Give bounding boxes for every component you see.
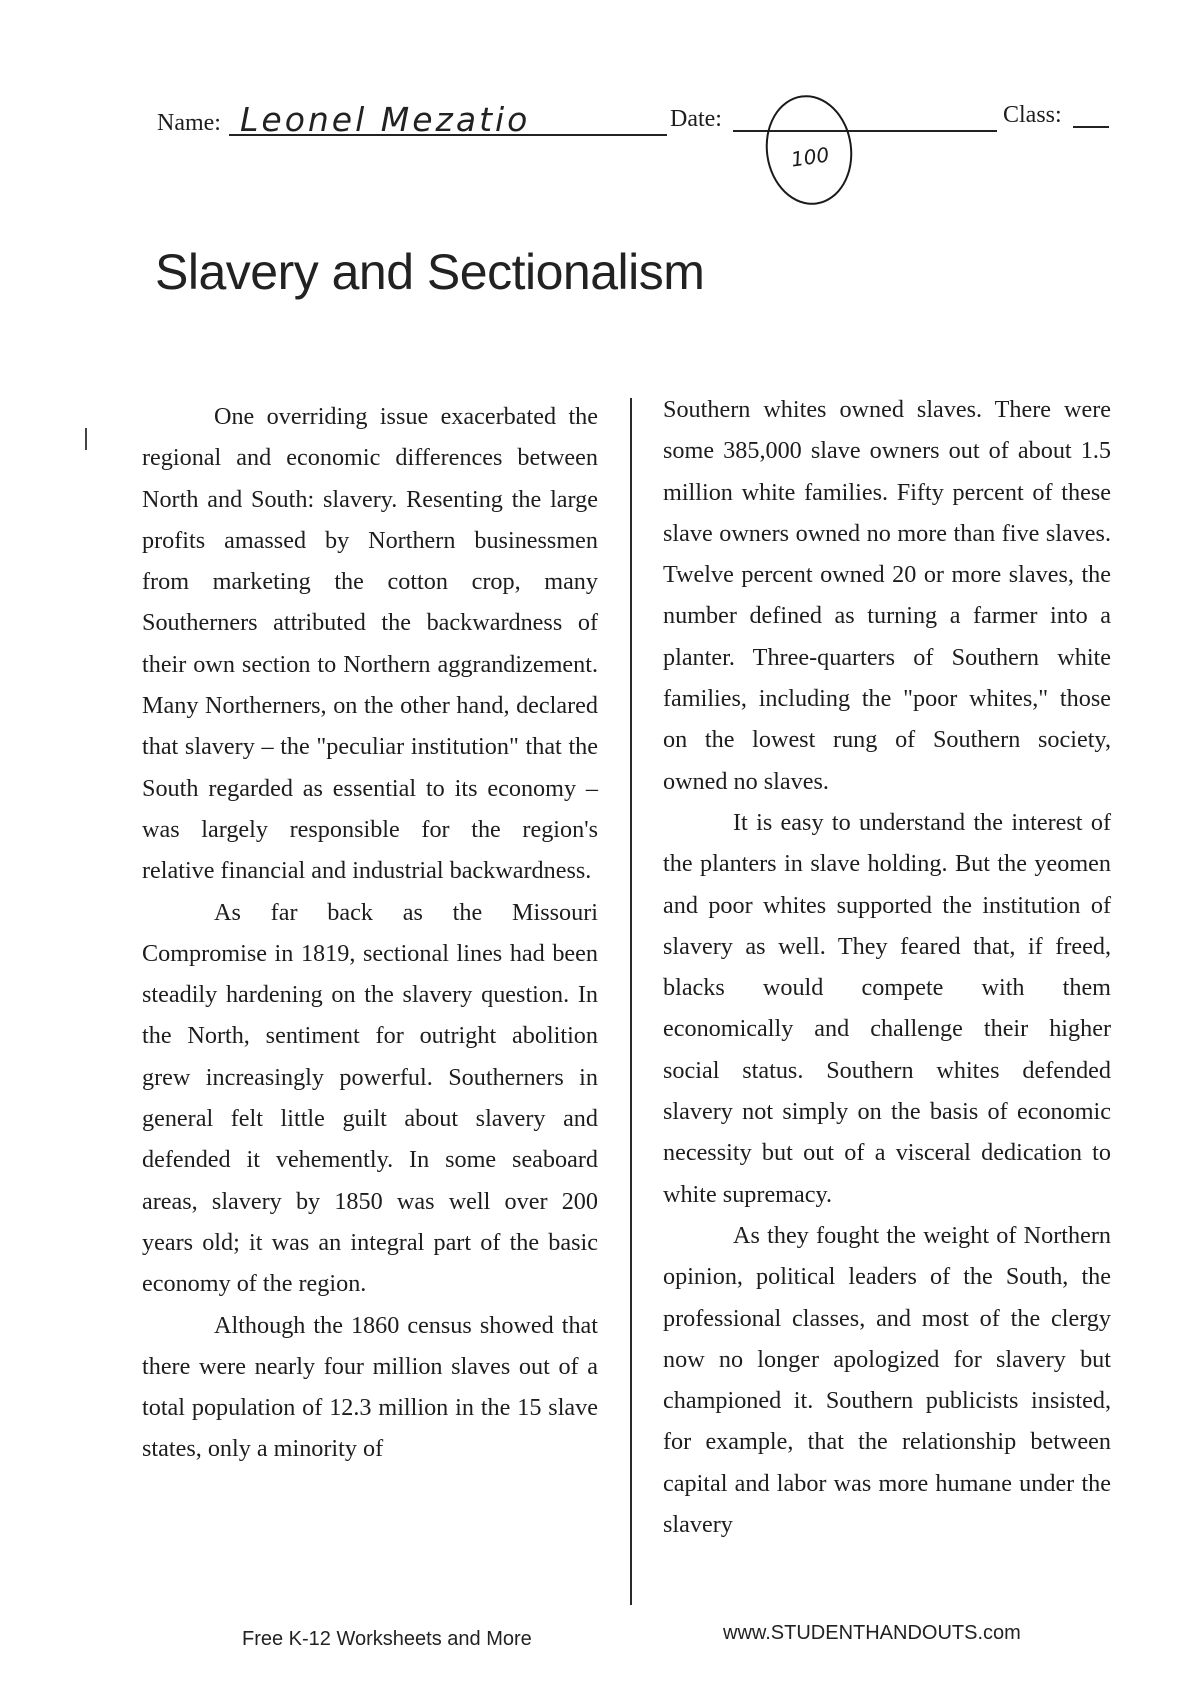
margin-mark: [85, 428, 87, 450]
page-title: Slavery and Sectionalism: [155, 244, 705, 300]
paragraph: It is easy to understand the interest of the planters in slave holding. But the yeomen and poor whites supported the institution of slavery as well. They feared that, if freed, blacks would compete with them economically and challenge their higher social status. Southern whites defended slavery not simply on the basis of economic necessity but out of a visceral dedication to white supremacy.: [663, 808, 1111, 1208]
date-label: Date:: [670, 106, 722, 132]
footer-website-text: www.STUDENTHANDOUTS.com: [723, 1622, 1021, 1644]
name-label: Name:: [157, 110, 221, 136]
student-name-handwritten: Leonel Mezatio: [240, 100, 531, 139]
class-underline: [1073, 126, 1109, 128]
left-column: [142, 396, 598, 1470]
footer-left-text: Free K-12 Worksheets and More: [242, 1628, 532, 1650]
paragraph: Although the 1860 census showed that there were nearly four million slaves out of a total population of 12.3 million in the 15 slave states, only a minority of: [142, 1311, 598, 1463]
class-label: Class:: [1003, 102, 1062, 128]
column-divider: [630, 398, 632, 1605]
paragraph: Southern whites owned slaves. There were some 385,000 slave owners out of about 1.5 million white families. Fifty percent of these slave owners owned no more than five slaves. Twelve percent owned 20 or more slaves, the number defined as turning a farmer into a planter. Three-quarters of Southern white families, including the "poor whites," those on the lowest rung of Southern society, owned no slaves.: [663, 396, 1111, 795]
right-column: [663, 389, 1111, 1545]
paragraph: As they fought the weight of Northern opinion, political leaders of the South, the professional classes, and most of the clergy now no longer apologized for slavery but championed it. Southern publicists insisted, for example, that the relationship between capital and labor was more humane under the slavery: [663, 1221, 1111, 1539]
paragraph: One overriding issue exacerbated the regional and economic differences between North and South: slavery. Resenting the large profits amassed by Northern businessmen from marketing the cotton crop, many Southerners attributed the backwardness of their own section to Northern aggrandizement. Many Northerners, on the other hand, declared that slavery – the "peculiar institution" that the South regarded as essential to its economy – was largely responsible for the region's relative financial and industrial backwardness.: [142, 403, 598, 885]
score-handwritten: 100: [789, 142, 831, 172]
paragraph: As far back as the Missouri Compromise in 1819, sectional lines had been steadily hardening on the slavery question. In the North, sentiment for outright abolition grew increasingly powerful. Southerners in general felt little guilt about slavery and defended it vehemently. In some seaboard areas, slavery by 1850 was well over 200 years old; it was an integral part of the basic economy of the region.: [142, 898, 598, 1298]
